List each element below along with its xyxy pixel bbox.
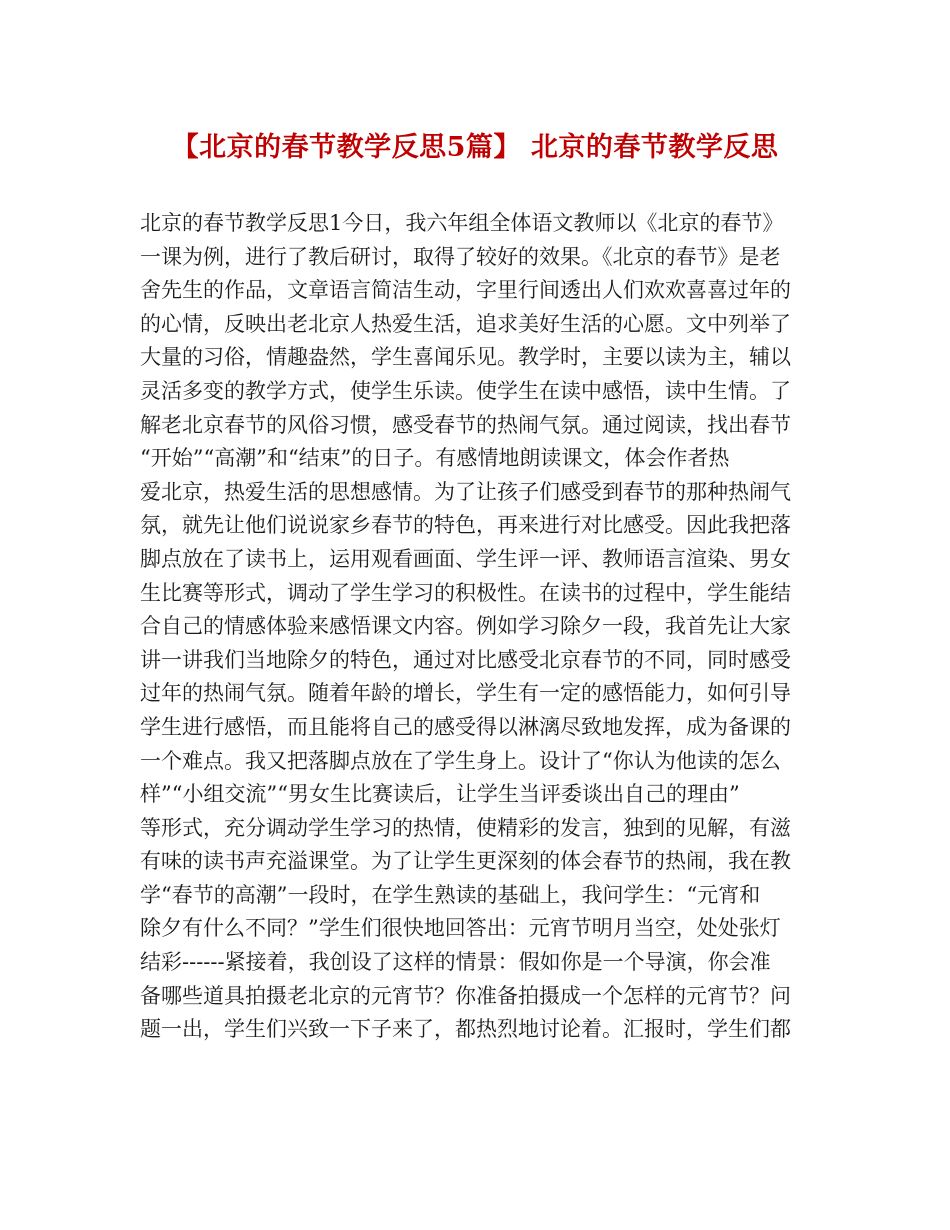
body-line: 脚点放在了读书上，运用观看画面、学生评一评、教师语言渲染、男女 bbox=[140, 546, 791, 571]
body-line: 备哪些道具拍摄老北京的元宵节？你准备拍摄成一个怎样的元宵节？问 bbox=[140, 983, 791, 1008]
document-title: 【北京的春节教学反思5篇】 北京的春节教学反思 bbox=[171, 132, 779, 163]
body-line: 大量的习俗，情趣盎然，学生喜闻乐见。教学时，主要以读为主，辅以 bbox=[140, 345, 791, 370]
body-line: 学生进行感悟，而且能将自己的感受得以淋漓尽致地发挥，成为备课的 bbox=[140, 714, 791, 739]
body-line: 合自己的情感体验来感悟课文内容。例如学习除夕一段，我首先让大家 bbox=[140, 614, 791, 639]
body-line: 灵活多变的教学方式，使学生乐读。使学生在读中感悟，读中生情。了 bbox=[140, 378, 791, 403]
body-line: 讲一讲我们当地除夕的特色，通过对比感受北京春节的不同，同时感受 bbox=[140, 647, 791, 672]
body-line: “开始”“高潮”和“结束”的日子。有感情地朗读课文，体会作者热 bbox=[140, 446, 730, 471]
body-line: 爱北京，热爱生活的思想感情。为了让孩子们感受到春节的那种热闹气 bbox=[140, 479, 791, 504]
document-body bbox=[140, 207, 820, 1047]
body-line: 生比赛等形式，调动了学生学习的积极性。在读书的过程中，学生能结 bbox=[140, 580, 791, 605]
body-line: 有味的读书声充溢课堂。为了让学生更深刻的体会春节的热闹，我在教 bbox=[140, 849, 791, 874]
body-line: 舍先生的作品，文章语言简洁生动，字里行间透出人们欢欢喜喜过年的 bbox=[140, 278, 791, 303]
body-line: 样”“小组交流”“男女生比赛读后，让学生当评委谈出自己的理由” bbox=[140, 782, 740, 807]
body-line: 北京的春节教学反思1今日，我六年组全体语文教师以《北京的春节》 bbox=[140, 211, 784, 235]
body-line: 过年的热闹气氛。随着年龄的增长，学生有一定的感悟能力，如何引导 bbox=[140, 681, 791, 706]
body-line: 学“春节的高潮”一段时，在学生熟读的基础上，我问学生：“元宵和 bbox=[140, 882, 761, 907]
body-line: 氛，就先让他们说说家乡春节的特色，再来进行对比感受。因此我把落 bbox=[140, 513, 791, 538]
body-line: 的心情，反映出老北京人热爱生活，追求美好生活的心愿。文中列举了 bbox=[140, 311, 791, 336]
body-line: 解老北京春节的风俗习惯，感受春节的热闹气氛。通过阅读，找出春节 bbox=[140, 412, 791, 437]
body-line: 结彩------紧接着，我创设了这样的情景：假如你是一个导演，你会准 bbox=[140, 950, 771, 975]
body-line: 题一出，学生们兴致一下子来了，都热烈地讨论着。汇报时，学生们都 bbox=[140, 1017, 791, 1042]
body-line: 一课为例，进行了教后研讨，取得了较好的效果。《北京的春节》是老 bbox=[140, 244, 781, 269]
body-line: 一个难点。我又把落脚点放在了学生身上。设计了“你认为他读的怎么 bbox=[140, 748, 781, 773]
body-line: 等形式，充分调动学生学习的热情，使精彩的发言，独到的见解，有滋 bbox=[140, 815, 791, 840]
body-line: 除夕有什么不同？”学生们很快地回答出：元宵节明月当空，处处张灯 bbox=[140, 916, 781, 941]
